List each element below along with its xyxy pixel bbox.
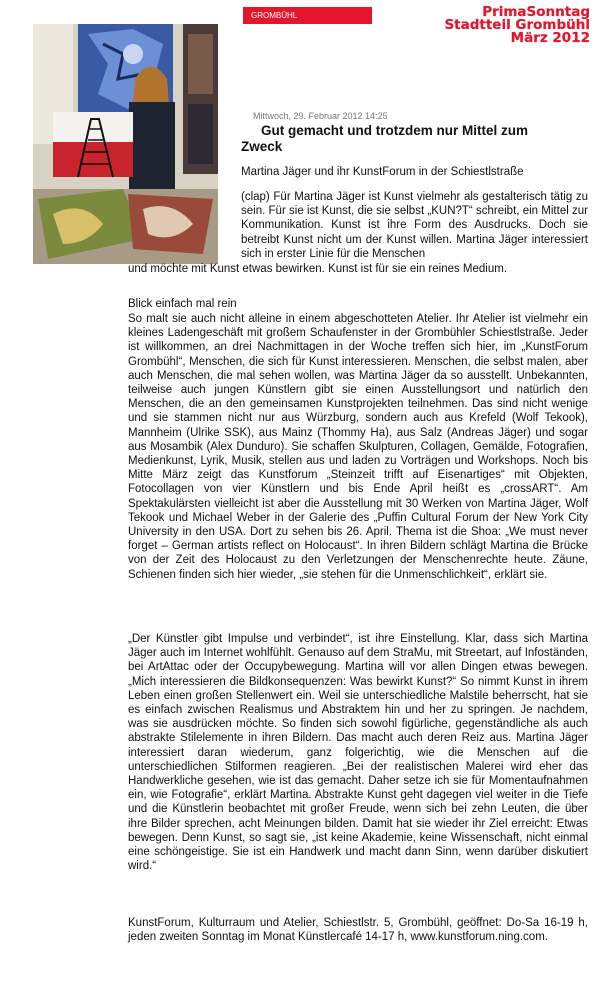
article-headline: Gut gemacht und trotzdem nur Mittel zum Zweck xyxy=(241,123,528,154)
publication-source xyxy=(444,6,590,45)
body-paragraph-2: „Der Künstler gibt Impulse und verbindet“, ist ihre Einstellung. Klar, dass sich Martina Jäger auch im Internet wohlfühlt. Genauso auf dem StraMu, mit Streetart, auf Infoständen, bei ArtAttac oder der Occupybewegung. Martina will vor allen Dingen etwas bewegen. „Mich interessieren die Bildkonsequenzen: Was bewirkt Kunst?“ So nimmt Kunst in ihrem Leben einen großen Stellenwert ein. Weil sie unterschiedliche Malstile beherrscht, hat sie es einfach zwischen Realismus und Abstraktem hin und her zu springen. Je nachdem, was sie ausdrücken möchte. So finden sich sowohl figürliche, gegenständliche als auch abstrakte Stilelemente in ihren Bildern. Das macht auch deren Reiz aus. Martina Jäger interessiert daran wiederum, ganz folgerichtig, wie die Menschen auf die unterschiedlichen Stilformen reagieren. „Bei der realistischen Malerei wird eher das Handwerkliche gesehen, wie ist das gemacht. Daher setze ich sie für Momentaufnahmen ein, wie Fotografie“, erklärt Martina. Abstrakte Kunst geht dagegen viel weiter in die Tiefe und die Künstlerin beobachtet mit großer Freude, wenn sich bei zehn Leuten, die über ihre Bilder sprechen, acht Meinungen bilden. Damit hat sie wieder ihr Ziel erreicht: Etwas bewegen. Denn Kunst, so sagt sie, „ist keine Akademie, keine Wissenschaft, nicht einmal eine schöngeistige. Sie ist ein Handwerk und macht dann Sinn, wenn darüber diskutiert wird.“ xyxy=(128,633,588,873)
article-dateline: Mittwoch, 29. Februar 2012 14:25 xyxy=(253,111,388,121)
section-tag: GROMBÜHL xyxy=(243,7,372,24)
article-footer-info: KunstForum, Kulturraum und Atelier, Schiestlstr. 5, Grombühl, geöffnet: Do-Sa 16-19 h, jeden zweiten Sonntag im Monat Künstlercafé 14-17 h, www.kunstforum.ning.com. xyxy=(128,917,588,944)
body-paragraph-1: So malt sie auch nicht alleine in einem abgeschotteten Atelier. Ihr Atelier ist vielmehr ein kleines Ladengeschäft mit großem Schaufenster in der Grombühler Schiestlstraße. Jeder ist willkommen, an drei Nachmittagen in der Woche treffen sich hier, im „KunstForum Grombühl“, Menschen, die sich für Kunst interessieren. Menschen, die selbst malen, aber auch Menschen, die mal sehen wollen, was Martina Jäger da so ausstellt. Unbekannten, teilweise auch jungen Künstlern gibt sie einen Ausstellungsort und natürlich den Menschen, die an den gemeinsamen Kunstprojekten teilnehmen. Das sind nicht wenige und sie stammen nicht nur aus Würzburg, sondern auch aus Krefeld (Wolf Tekook), Mannheim (Ulrike SSK), aus Mainz (Thommy Ha), aus Salz (Andreas Jäger) und sogar aus Mosambik (Alex Dunduro). Sie schaffen Skulpturen, Collagen, Gemälde, Fotografien, Medienkunst, Lyrik, Musik, stellen aus und laden zu Vorträgen und Workshops. Noch bis Mitte März zeigt das Kunstforum „Steinzeit trifft auf Eisenartiges“ mit Objekten, Fotocollagen von vier Künstlern und bis Ende April heißt es „crossART“. Am Spektakulärsten vielleicht ist aber die Ausstellung mit 30 Werken von Martina Jäger, Wolf Tekook und Michael Weber in der Galerie des „Puffin Cultural Forum der New York City University in den USA. Dort zu sehen bis 26. April. Thema ist die Shoa: „We must never forget – German artists reflect on Holocaust“. In ihren Bildern schlägt Martina die Brücke von der Zeit des Holocaust zu den Verletzungen der Menschenrechte heute. Zäune, Schienen finden sich hier wieder, „sie stehen für die Unmenschlichkeit“, erklärt sie. xyxy=(128,313,588,581)
source-line-3: März 2012 xyxy=(510,30,590,46)
source-line-1: PrimaSonntag xyxy=(482,4,590,20)
source-line-2: Stadtteil Grombühl xyxy=(444,17,590,33)
article-subheadline: Martina Jäger und ihr KunstForum in der Schiestlstraße xyxy=(241,166,524,178)
section-title: Blick einfach mal rein xyxy=(128,298,237,310)
intro-paragraph-part2: und möchte mit Kunst etwas bewirken. Kunst ist für sie ein reines Medium. xyxy=(128,263,508,275)
artist-in-studio-photo xyxy=(33,24,218,264)
article-photo xyxy=(33,24,218,264)
intro-paragraph-part1: (clap) Für Martina Jäger ist Kunst vielmehr als gestalterisch tätig zu sein. Für sie ist Kunst, die sie selbst „KUN?T“ schreibt, ein Mittel zur Kommunikation. Kunst ist ihre Form des Ausdrucks. Doch sie betreibt Kunst nicht um der Kunst willen. Martina Jäger interessiert sich in erster Linie für die Menschen xyxy=(241,191,588,260)
